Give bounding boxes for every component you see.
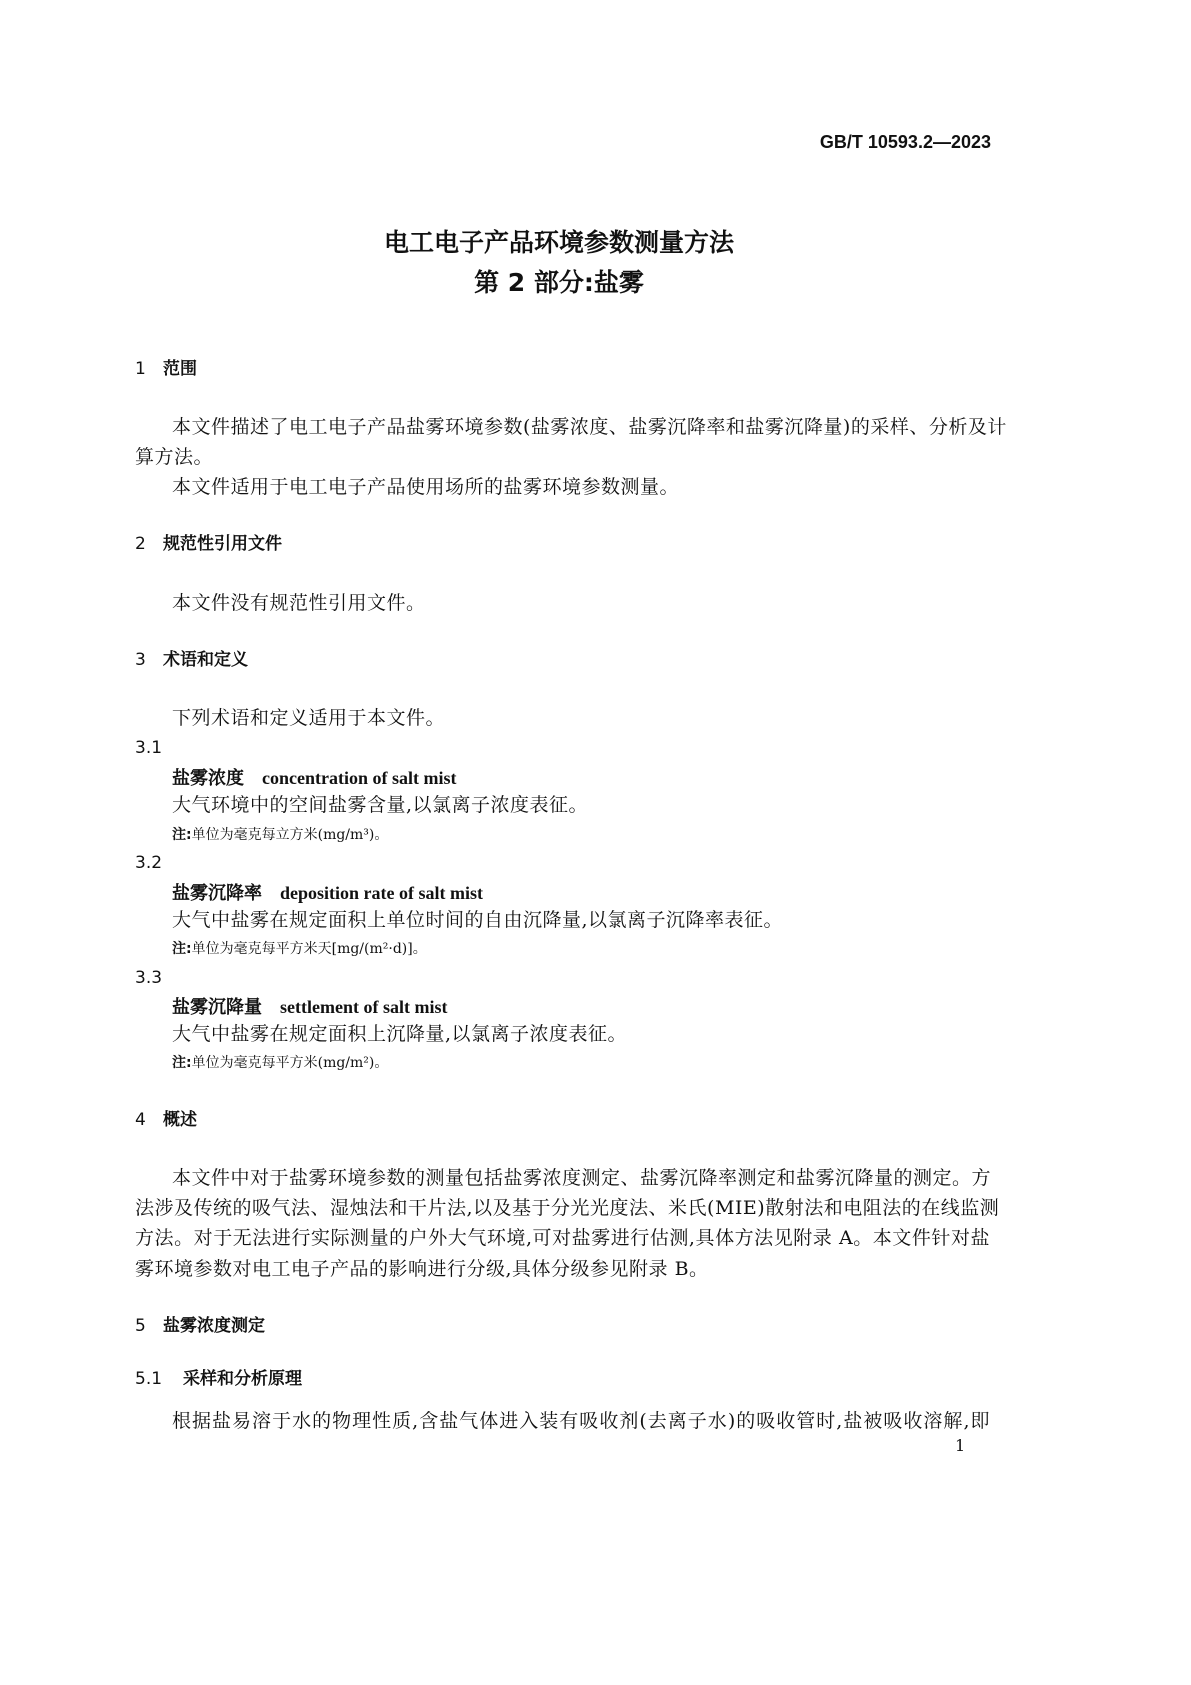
section-title: 盐雾浓度测定 xyxy=(163,1316,265,1336)
section-2-heading xyxy=(135,536,282,553)
paragraph-line: 雾环境参数对电工电子产品的影响进行分级,具体分级参见附录 B。 xyxy=(135,1258,709,1280)
section-5-heading xyxy=(135,1318,265,1335)
term-definition: 大气环境中的空间盐雾含量,以氯离子浓度表征。 xyxy=(172,794,589,816)
section-number: 5.1 xyxy=(135,1369,163,1389)
paragraph: 本文件没有规范性引用文件。 xyxy=(172,592,426,614)
term-definition: 大气中盐雾在规定面积上单位时间的自由沉降量,以氯离子沉降率表征。 xyxy=(172,909,784,931)
note-text: 单位为毫克每平方米天[mg/(m²·d)]。 xyxy=(191,941,427,957)
term-note xyxy=(172,1056,388,1070)
paragraph-line: 本文件中对于盐雾环境参数的测量包括盐雾浓度测定、盐雾沉降率测定和盐雾沉降量的测定。方 xyxy=(172,1167,992,1189)
section-title: 术语和定义 xyxy=(163,650,248,670)
term-zh: 盐雾沉降率 xyxy=(172,883,262,904)
section-4-heading xyxy=(135,1112,197,1129)
term-note xyxy=(172,828,388,842)
note-label: 注: xyxy=(172,941,192,957)
paragraph-line: 方法。对于无法进行实际测量的户外大气环境,可对盐雾进行估测,具体方法见附录 A。本文件针对盐 xyxy=(135,1227,990,1249)
standard-number: GB/T 10593.2—2023 xyxy=(819,132,991,152)
note-text: 单位为毫克每立方米(mg/m³)。 xyxy=(191,827,389,843)
term-zh: 盐雾浓度 xyxy=(172,768,244,789)
section-title: 概述 xyxy=(163,1110,197,1130)
paragraph: 下列术语和定义适用于本文件。 xyxy=(172,707,446,729)
document-title: 电工电子产品环境参数测量方法 xyxy=(383,228,734,257)
term-number: 3.2 xyxy=(135,853,163,873)
term-en: settlement of salt mist xyxy=(280,997,448,1017)
section-3-heading xyxy=(135,652,248,669)
term-number: 3.3 xyxy=(135,968,163,988)
section-title: 规范性引用文件 xyxy=(163,534,282,554)
term-en: deposition rate of salt mist xyxy=(280,883,483,903)
term-note xyxy=(172,942,427,956)
section-number: 3 xyxy=(135,650,146,670)
note-label: 注: xyxy=(172,827,192,843)
term-zh: 盐雾沉降量 xyxy=(172,997,262,1018)
term-en: concentration of salt mist xyxy=(262,768,457,788)
document-subtitle: 第 2 部分:盐雾 xyxy=(474,268,644,297)
term-heading xyxy=(172,769,456,788)
section-1-heading xyxy=(135,361,197,378)
section-number: 4 xyxy=(135,1110,146,1130)
section-number: 5 xyxy=(135,1316,146,1336)
note-label: 注: xyxy=(172,1055,192,1071)
section-5-1-heading xyxy=(135,1371,302,1388)
term-number: 3.1 xyxy=(135,738,163,758)
section-number: 2 xyxy=(135,534,146,554)
term-heading xyxy=(172,998,447,1017)
page-number: 1 xyxy=(955,1436,966,1455)
section-number: 1 xyxy=(135,359,146,379)
term-heading xyxy=(172,884,483,903)
paragraph: 本文件适用于电工电子产品使用场所的盐雾环境参数测量。 xyxy=(172,476,680,498)
section-title: 范围 xyxy=(163,359,197,379)
term-definition: 大气中盐雾在规定面积上沉降量,以氯离子浓度表征。 xyxy=(172,1023,628,1045)
paragraph-line: 根据盐易溶于水的物理性质,含盐气体进入装有吸收剂(去离子水)的吸收管时,盐被吸收溶解,即 xyxy=(172,1410,990,1432)
paragraph-line: 本文件描述了电工电子产品盐雾环境参数(盐雾浓度、盐雾沉降率和盐雾沉降量)的采样、分析及计 xyxy=(172,416,1007,438)
note-text: 单位为毫克每平方米(mg/m²)。 xyxy=(191,1055,389,1071)
section-title: 采样和分析原理 xyxy=(183,1369,302,1389)
paragraph-line: 法涉及传统的吸气法、湿烛法和干片法,以及基于分光光度法、米氏(MIE)散射法和电阻法的在线监测 xyxy=(135,1197,1000,1219)
paragraph-line: 算方法。 xyxy=(135,446,214,468)
